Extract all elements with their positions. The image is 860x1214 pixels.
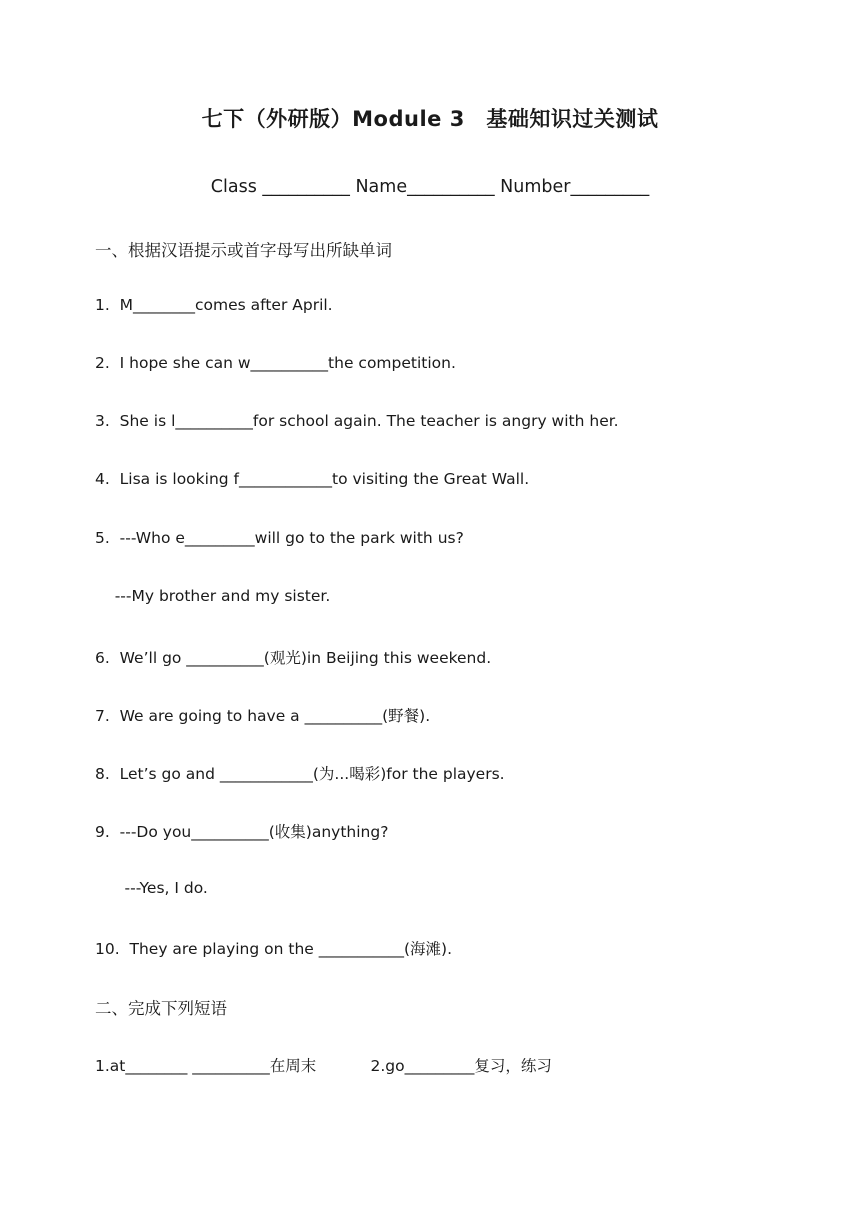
section-1-heading: 一、根据汉语提示或首字母写出所缺单词 <box>95 241 392 260</box>
phrase-item: 1.at________ __________在周末 2.go_________复习，练习 <box>95 1057 552 1075</box>
question-answer-line: ---My brother and my sister. <box>95 587 331 605</box>
question-item: 5. ---Who e_________will go to the park with us? <box>95 529 464 547</box>
question-item: 10. They are playing on the ___________(海滩). <box>95 940 453 958</box>
question-item: 2. I hope she can w__________the competition. <box>95 354 456 372</box>
page-title: 七下（外研版）Module 3 基础知识过关测试 <box>201 107 659 131</box>
question-item: 1. M________comes after April. <box>95 296 333 314</box>
question-item: 7. We are going to have a __________(野餐). <box>95 707 431 725</box>
section-2-heading: 二、完成下列短语 <box>95 999 227 1018</box>
question-answer-line: ---Yes, I do. <box>95 879 208 897</box>
question-item: 4. Lisa is looking f____________to visiting the Great Wall. <box>95 470 530 488</box>
question-item: 8. Let’s go and ____________(为...喝彩)for the players. <box>95 765 505 783</box>
question-item: 6. We’ll go __________(观光)in Beijing this weekend. <box>95 649 492 667</box>
question-item: 9. ---Do you__________(收集)anything? <box>95 823 389 841</box>
question-item: 3. She is l__________for school again. The teacher is angry with her. <box>95 412 619 430</box>
student-info-line: Class __________ Name__________ Number_________ <box>210 177 650 197</box>
